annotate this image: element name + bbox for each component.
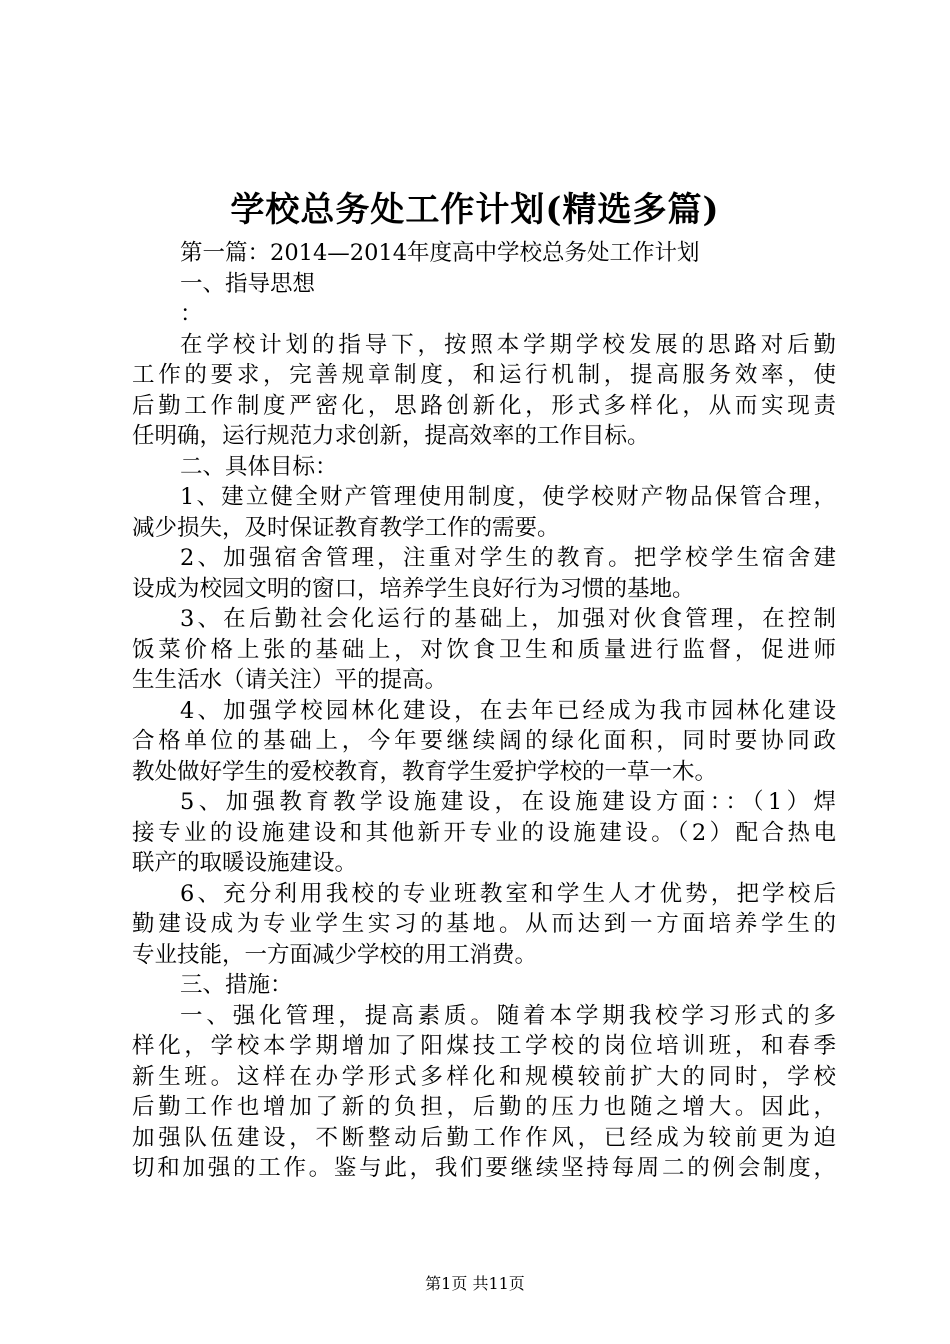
text-line: 2、加强宿舍管理，注重对学生的教育。把学校学生宿舍建 — [180, 545, 836, 571]
text-line: 4、加强学校园林化建设，在去年已经成为我市园林化建设 — [180, 697, 836, 724]
document-body — [132, 238, 836, 1184]
text-line: 加强队伍建设，不断整动后勤工作作风，已经成为较前更为迫 — [132, 1124, 836, 1151]
text-line: 3、在后勤社会化运行的基础上，加强对伙食管理，在控制 — [180, 606, 836, 632]
text-line: 切和加强的工作。鉴与此，我们要继续坚持每周二的例会制度， — [132, 1155, 836, 1181]
text-line: 6、充分利用我校的专业班教室和学生人才优势，把学校后 — [180, 880, 836, 907]
text-line: 一、强化管理，提高素质。随着本学期我校学习形式的多 — [180, 1002, 836, 1029]
text-line: 设成为校园文明的窗口，培养学生良好行为习惯的基地。 — [132, 575, 695, 602]
text-line: 1、建立健全财产管理使用制度，使学校财产物品保管合理， — [180, 484, 836, 510]
text-line: 在学校计划的指导下，按照本学期学校发展的思路对后勤 — [180, 331, 836, 358]
text-line: 后勤工作也增加了新的负担，后勤的压力也随之增大。因此， — [132, 1094, 836, 1120]
text-line: 减少损失，及时保证教育教学工作的需要。 — [132, 514, 560, 541]
text-line: 勤建设成为专业学生实习的基地。从而达到一方面培养学生的 — [132, 911, 836, 937]
page-footer: 第1页 共11页 — [425, 1274, 525, 1293]
text-line: 联产的取暖设施建设。 — [132, 850, 358, 876]
text-line: 样化，学校本学期增加了阳煤技工学校的岗位培训班，和春季 — [132, 1033, 836, 1059]
text-line: 5、加强教育教学设施建设，在设施建设方面：：（1）焊 — [180, 789, 836, 815]
text-line: 合格单位的基础上，今年要继续阔的绿化面积，同时要协同政 — [132, 728, 836, 754]
text-line: 任明确，运行规范力求创新，提高效率的工作目标。 — [132, 423, 650, 449]
text-line: 第一篇：2014—2014年度高中学校总务处工作计划 — [180, 240, 700, 266]
text-line: 三、措施： — [180, 972, 293, 998]
text-line: 教处做好学生的爱校教育，教育学生爱护学校的一草一木。 — [132, 758, 718, 785]
text-line: 一、指导思想 — [180, 270, 316, 297]
document-title: 学校总务处工作计划(精选多篇) — [230, 190, 720, 230]
text-line: 专业技能，一方面减少学校的用工消费。 — [132, 941, 538, 968]
text-line: 生生活水（请关注）平的提高。 — [132, 667, 448, 693]
text-line: 饭菜价格上张的基础上，对饮食卫生和质量进行监督，促进师 — [132, 636, 836, 663]
text-line: 新生班。这样在办学形式多样化和规模较前扩大的同时，学校 — [132, 1063, 836, 1090]
text-line: ： — [180, 301, 203, 327]
text-line: 工作的要求，完善规章制度，和运行机制，提高服务效率，使 — [132, 362, 836, 388]
text-line: 后勤工作制度严密化，思路创新化，形式多样化，从而实现责 — [132, 392, 836, 419]
text-line: 二、具体目标： — [180, 453, 338, 480]
text-line: 接专业的设施建设和其他新开专业的设施建设。（2）配合热电 — [132, 819, 836, 846]
